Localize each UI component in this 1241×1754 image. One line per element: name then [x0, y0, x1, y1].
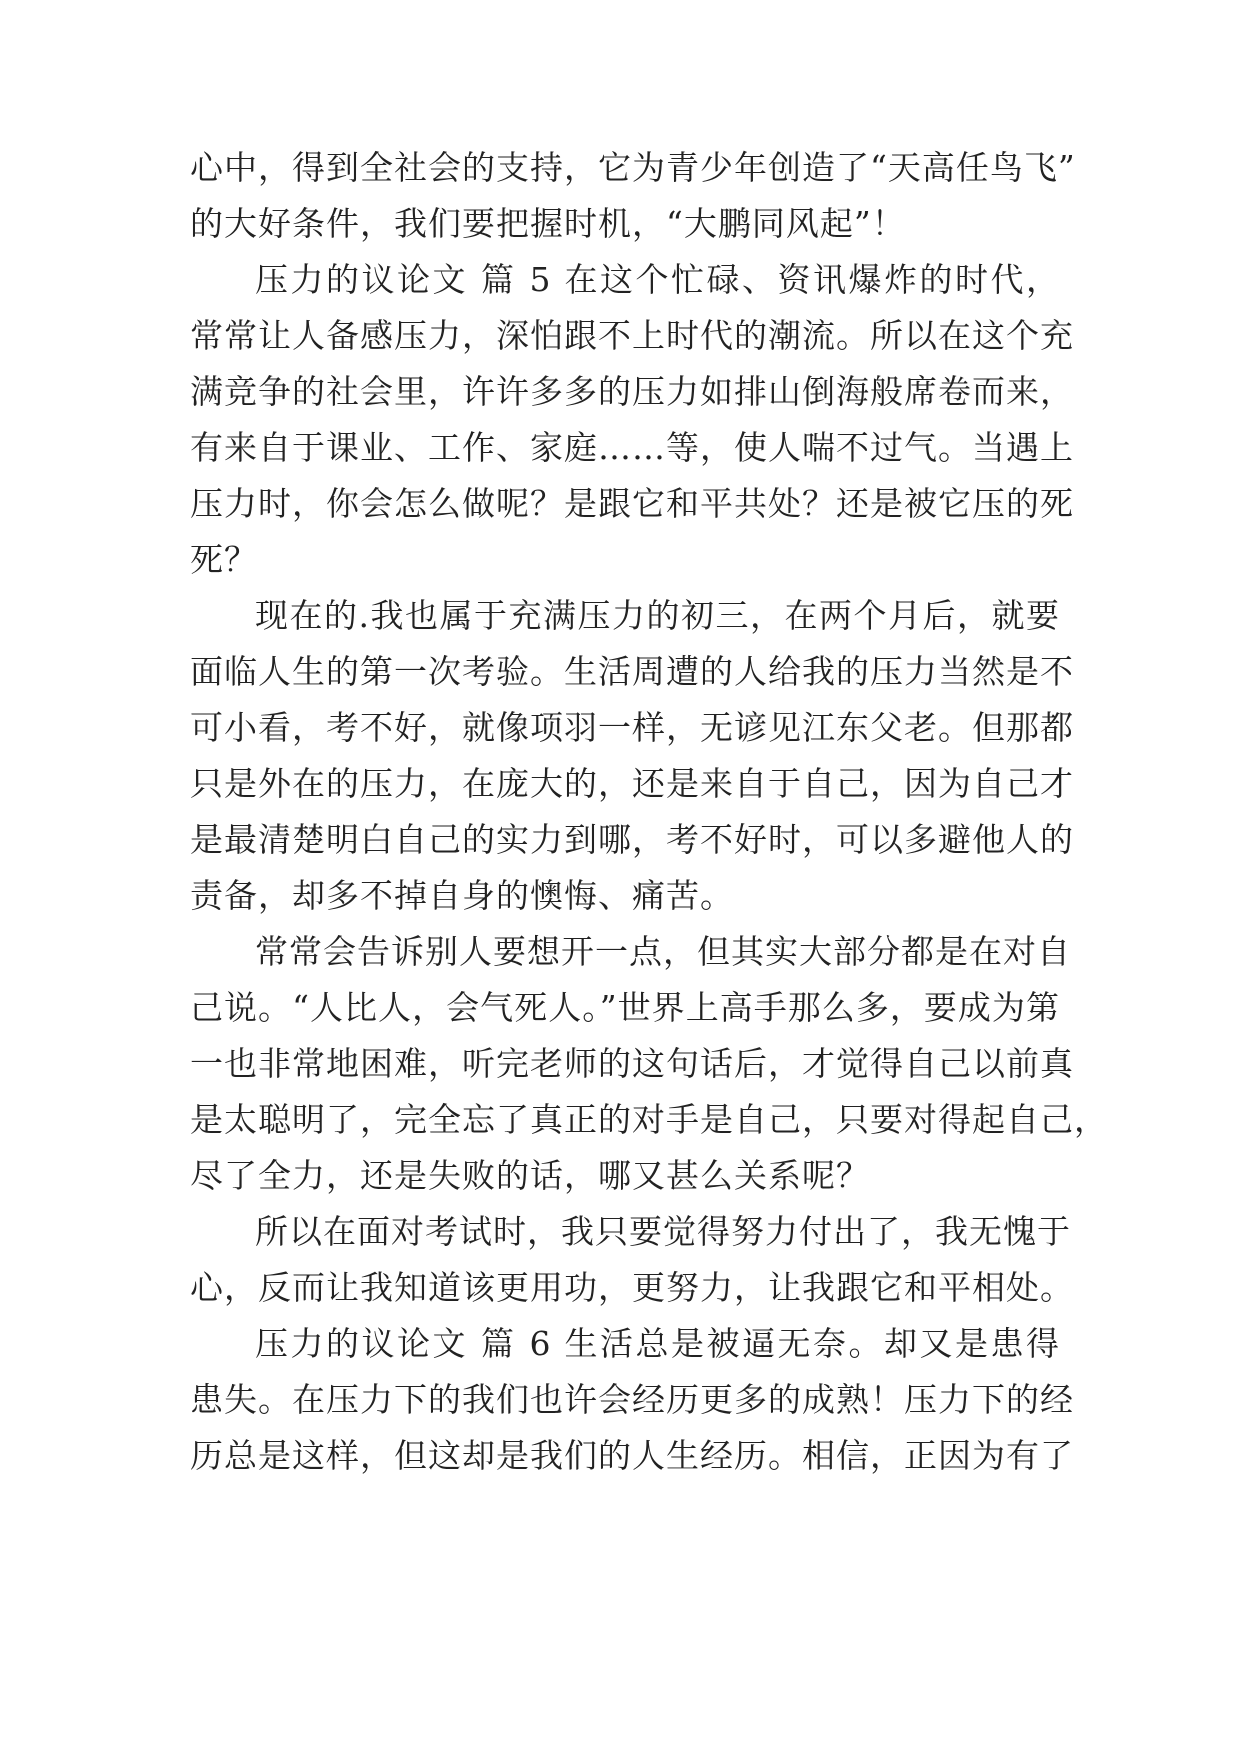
paragraph-first-line: 常常会告诉别人要想开一点，但其实大部分都是在对自 — [255, 932, 1071, 971]
text-line: 心，反而让我知道该更用功，更努力，让我跟它和平相处。 — [190, 1268, 1074, 1307]
text-line: 责备，却多不掉自身的懊悔、痛苦。 — [190, 876, 734, 915]
paragraph-first-line: 所以在面对考试时，我只要觉得努力付出了，我无愧于 — [255, 1212, 1071, 1251]
section-heading-line: 压力的议论文 篇 5 在这个忙碌、资讯爆炸的时代， — [255, 260, 1060, 299]
text-line: 有来自于课业、工作、家庭……等，使人喘不过气。当遇上 — [190, 428, 1074, 467]
text-line: 只是外在的压力，在庞大的，还是来自于自己，因为自己才 — [190, 764, 1074, 803]
text-line: 历总是这样，但这却是我们的人生经历。相信，正因为有了 — [190, 1436, 1074, 1475]
text-line: 己说。“人比人，会气死人。”世界上高手那么多，要成为第 — [190, 988, 1060, 1027]
text-line: 死？ — [190, 540, 258, 579]
paragraph-first-line: 现在的.我也属于充满压力的初三，在两个月后，就要 — [255, 596, 1060, 635]
text-line: 尽了全力，还是失败的话，哪又甚么关系呢？ — [190, 1156, 870, 1195]
text-line: 是太聪明了，完全忘了真正的对手是自己，只要对得起自己， — [190, 1100, 1108, 1139]
section-heading-line: 压力的议论文 篇 6 生活总是被逼无奈。却又是患得 — [255, 1324, 1060, 1363]
text-line: 常常让人备感压力，深怕跟不上时代的潮流。所以在这个充 — [190, 316, 1074, 355]
text-line: 是最清楚明白自己的实力到哪，考不好时，可以多避他人的 — [190, 820, 1074, 859]
text-line: 患失。在压力下的我们也许会经历更多的成熟！压力下的经 — [190, 1380, 1074, 1419]
text-line: 心中，得到全社会的支持，它为青少年创造了“天高任鸟飞” — [190, 148, 1076, 187]
text-line: 一也非常地困难，听完老师的这句话后，才觉得自己以前真 — [190, 1044, 1074, 1083]
text-line: 面临人生的第一次考验。生活周遭的人给我的压力当然是不 — [190, 652, 1074, 691]
text-line: 满竞争的社会里，许许多多的压力如排山倒海般席卷而来， — [190, 372, 1074, 411]
text-line: 可小看，考不好，就像项羽一样，无谚见江东父老。但那都 — [190, 708, 1074, 747]
text-line: 压力时，你会怎么做呢？是跟它和平共处？还是被它压的死 — [190, 484, 1074, 523]
text-line: 的大好条件，我们要把握时机，“大鹏同风起”！ — [190, 204, 906, 243]
